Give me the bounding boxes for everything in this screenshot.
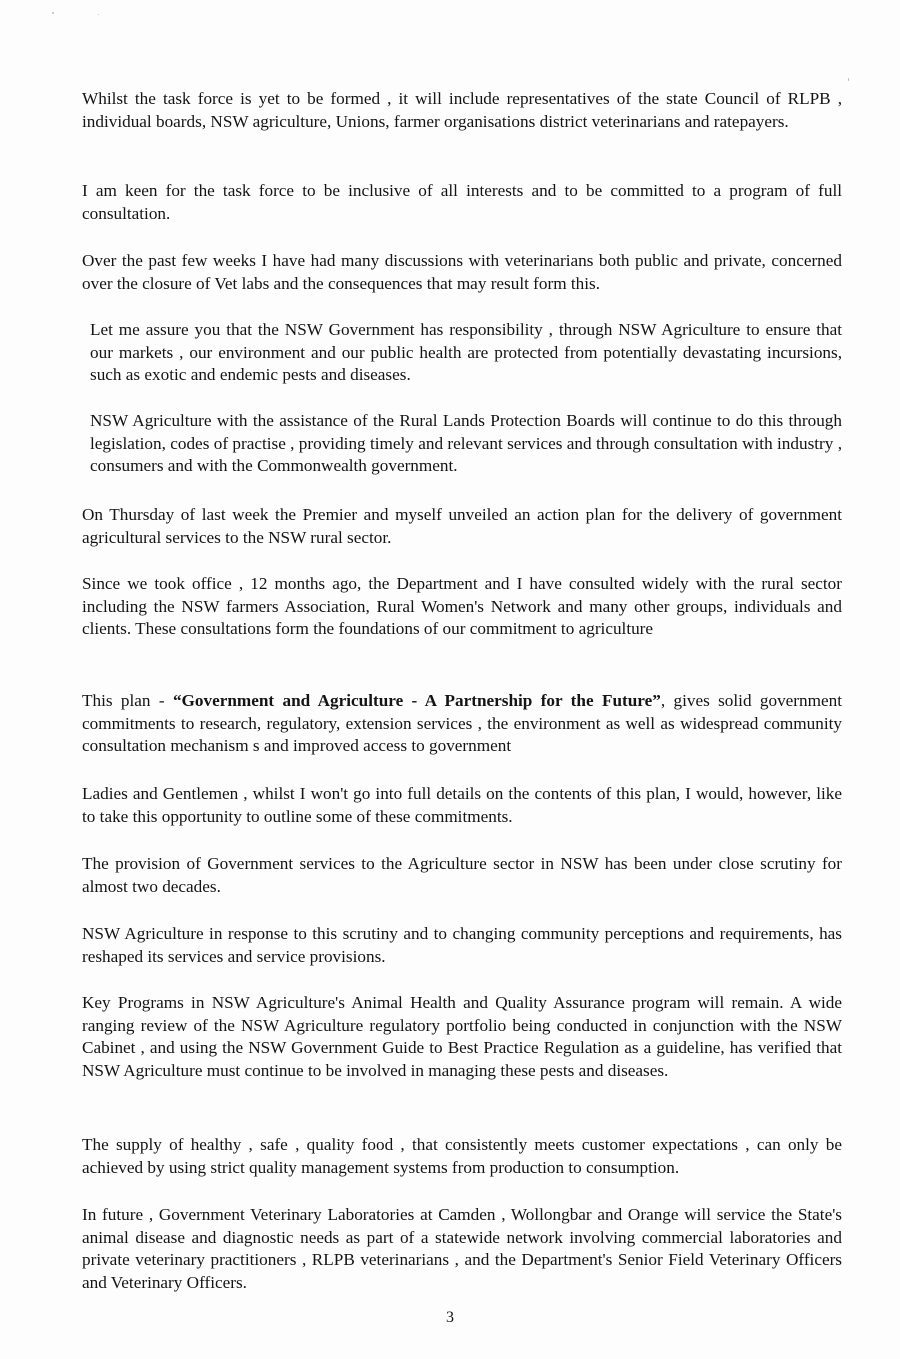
paragraph-plan <box>82 690 842 758</box>
scan-speck <box>98 14 99 15</box>
paragraph-quality-food: The supply of healthy , safe , quality food , that consistently meets customer expectations , can only be achieved by using strict quality management systems from production to consumption. <box>82 1135 842 1177</box>
scan-speck <box>848 78 849 81</box>
paragraph-future-labs: In future , Government Veterinary Laboratories at Camden , Wollongbar and Orange will service the State's animal disease and diagnostic needs as part of a statewide network involving commercial laboratories and private veterinary practitioners , RLPB veterinarians , and the Department's Senior Field Veterinary Officers and Veterinary Officers. <box>82 1205 842 1292</box>
paragraph-reshaped: NSW Agriculture in response to this scrutiny and to changing community perceptions and requirements, has reshaped its services and service provisions. <box>82 924 842 966</box>
paragraph-discussions: Over the past few weeks I have had many discussions with veterinarians both public and private, concerned over the closure of Vet labs and the consequences that may result form this. <box>82 251 842 293</box>
paragraph-key-programs: Key Programs in NSW Agriculture's Animal Health and Quality Assurance program will remain. A wide ranging review of the NSW Agriculture regulatory portfolio being conducted in conjunction with the NSW Cabinet , and using the NSW Government Guide to Best Practice Regulation as a guideline, has verified that NSW Agriculture must continue to be involved in managing these pests and diseases. <box>82 993 842 1080</box>
paragraph-task-force: Whilst the task force is yet to be formed , it will include representatives of the state Council of RLPB , individual boards, NSW agriculture, Unions, farmer organisations district veterinarians and ratepayers. <box>82 89 842 131</box>
paragraph-scrutiny: The provision of Government services to the Agriculture sector in NSW has been under close scrutiny for almost two decades. <box>82 854 842 896</box>
plan-rest: , gives solid government commitments to research, regulatory, extension services , the environment as well as widespread community consultation mechanism s and improved access to government <box>82 691 842 756</box>
paragraph-assurance: Let me assure you that the NSW Government has responsibility , through NSW Agriculture to ensure that our markets , our environment and our public health are protected from potentially devastating incursions, such as exotic and endemic pests and diseases. <box>90 320 842 385</box>
plan-lead: This plan - <box>82 691 173 710</box>
paragraph-inclusive: I am keen for the task force to be inclusive of all interests and to be committed to a program of full consultation. <box>82 181 842 223</box>
paragraph-action-plan: On Thursday of last week the Premier and myself unveiled an action plan for the delivery of government agricultural services to the NSW rural sector. <box>82 505 842 547</box>
paragraph-consultation: Since we took office , 12 months ago, the Department and I have consulted widely with the rural sector including the NSW farmers Association, Rural Women's Network and many other groups, individuals and clients. These consultations form the foundations of our commitment to agriculture <box>82 574 842 639</box>
plan-title: “Government and Agriculture - A Partnership for the Future” <box>172 691 661 710</box>
paragraph-nsw-agriculture: NSW Agriculture with the assistance of the Rural Lands Protection Boards will continue to do this through legislation, codes of practise , providing timely and relevant services and through consultation with industry , consumers and with the Commonwealth government. <box>90 411 842 476</box>
page-number: 3 <box>446 1309 454 1326</box>
scan-speck <box>52 12 54 14</box>
paragraph-commitments: Ladies and Gentlemen , whilst I won't go into full details on the contents of this plan, I would, however, like to take this opportunity to outline some of these commitments. <box>82 784 842 826</box>
